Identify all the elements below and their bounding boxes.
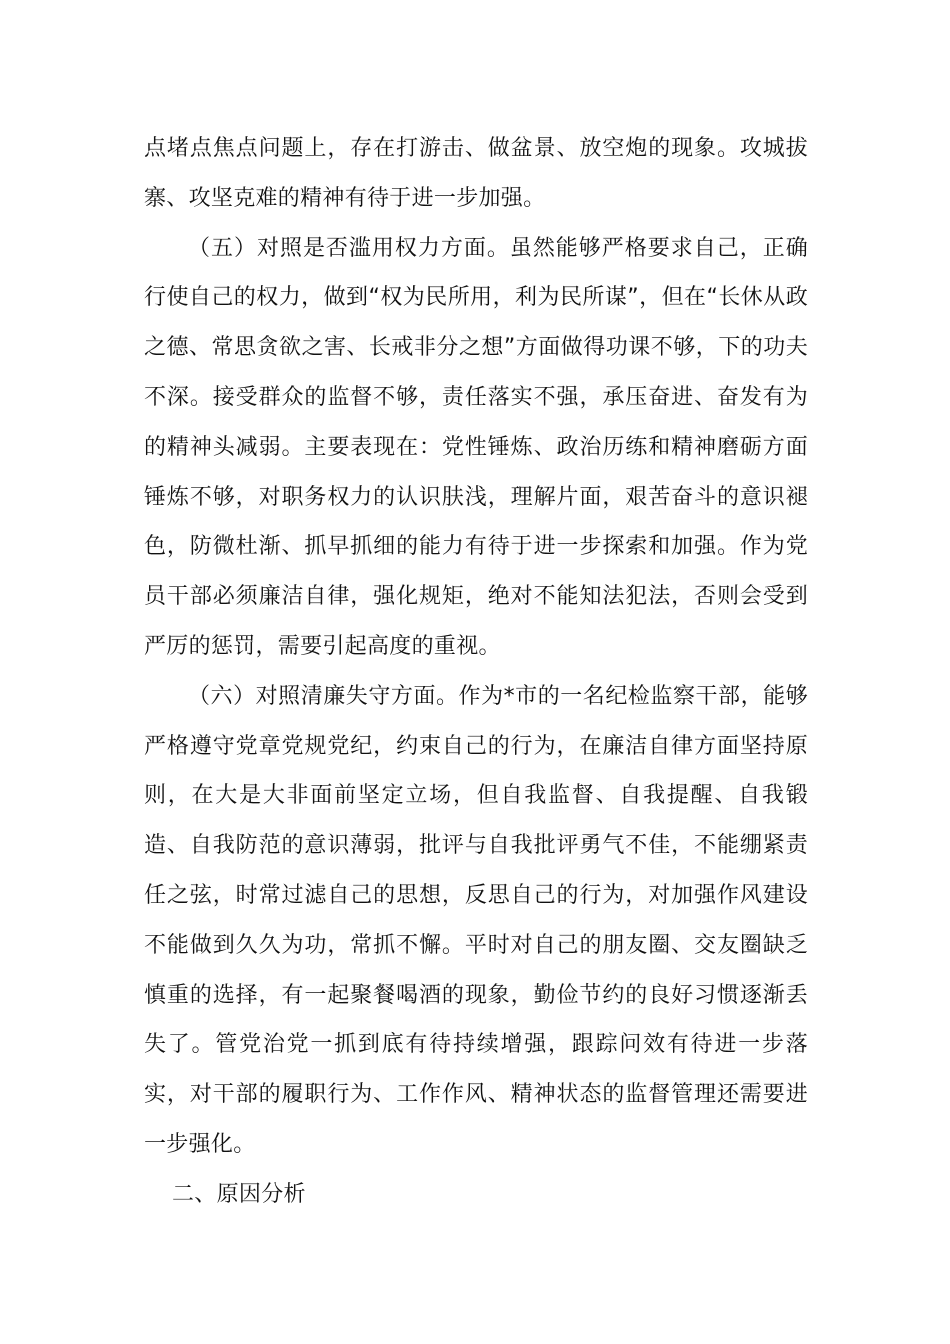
paragraph-five-abuse-of-power: （五）对照是否滥用权力方面。虽然能够严格要求自己，正确行使自己的权力，做到“权为民所用，利为民所谋”，但在“长休从政之德、常思贪欲之害、长戒非分之想”方面做得功课不够，下的功夫不深。接受群众的监督不够，责任落实不强，承压奋进、奋发有为的精神头减弱。主要表现在：党性锤炼、政治历练和精神磨砺方面锤炼不够，对职务权力的认识肤浅，理解片面，艰苦奋斗的意识褪色，防微杜渐、抓早抓细的能力有待于进一步探索和加强。作为党员干部必须廉洁自律，强化规矩，绝对不能知法犯法，否则会受到严厉的惩罚，需要引起高度的重视。 (144, 235, 808, 659)
paragraph-continued: 点堵点焦点问题上，存在打游击、做盆景、放空炮的现象。攻城拔寨、攻坚克难的精神有待于进一步加强。 (144, 136, 808, 211)
document-body (144, 124, 808, 1220)
paragraph-six-integrity: （六）对照清廉失守方面。作为*市的一名纪检监察干部，能够严格遵守党章党规党纪，约束自己的行为，在廉洁自律方面坚持原则，在大是大非面前坚定立场，但自我监督、自我提醒、自我锻造、自我防范的意识薄弱，批评与自我批评勇气不佳，不能绷紧责任之弦，时常过滤自己的思想，反思自己的行为，对加强作风建设不能做到久久为功，常抓不懈。平时对自己的朋友圈、交友圈缺乏慎重的选择，有一起聚餐喝酒的现象，勤俭节约的良好习惯逐渐丢失了。管党治党一抓到底有待持续增强，跟踪问效有待进一步落实，对干部的履职行为、工作作风、精神状态的监督管理还需要进一步强化。 (144, 683, 808, 1157)
section-heading-cause-analysis: 二、原因分析 (172, 1181, 306, 1207)
